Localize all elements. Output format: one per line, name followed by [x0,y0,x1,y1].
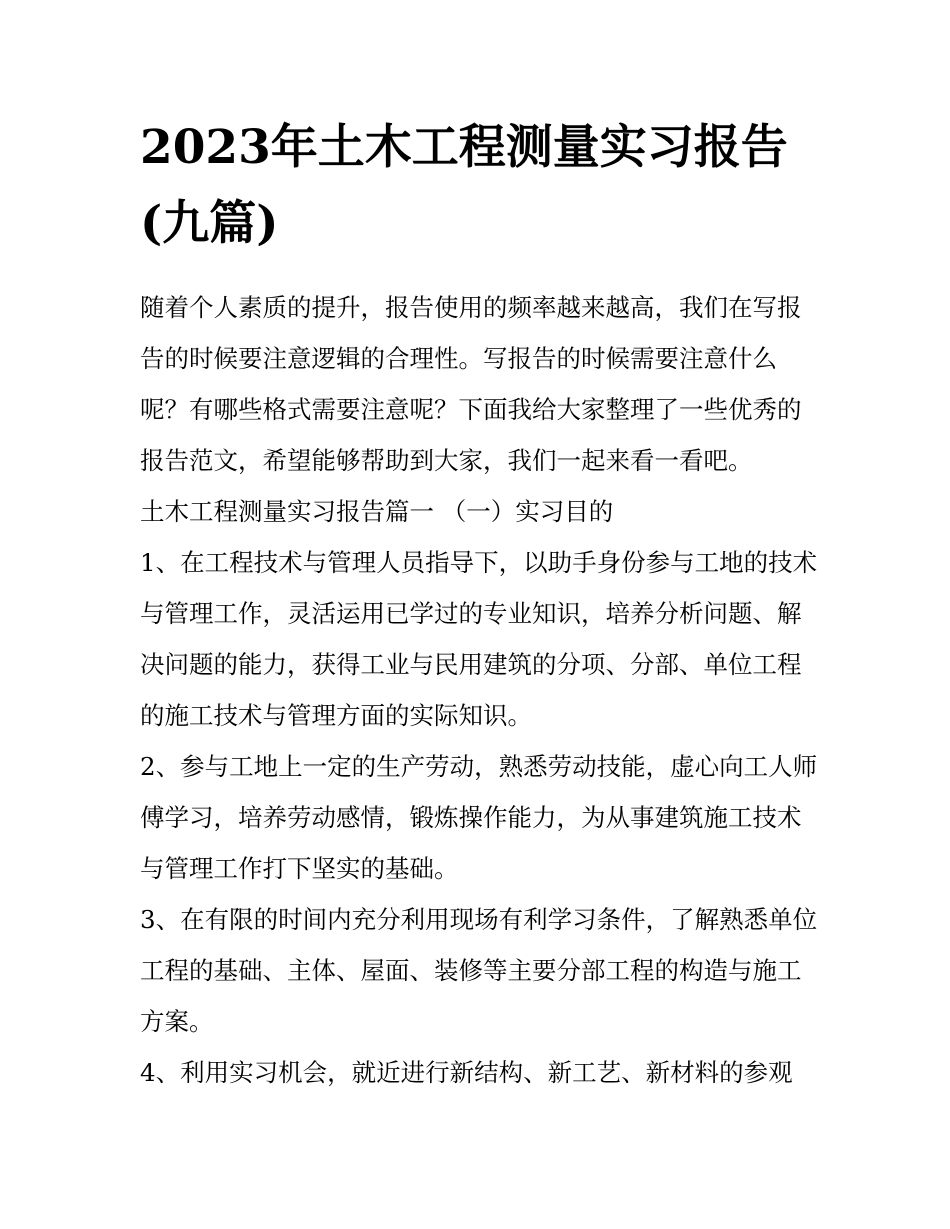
list-item-4: 4、利用实习机会，就近进行新结构、新工艺、新材料的参观 [140,1058,793,1087]
section-heading: 土木工程测量实习报告篇一 （一）实习目的 [140,497,614,526]
list-item-3: 3、在有限的时间内充分利用现场有利学习条件，了解熟悉单位工程的基础、主体、屋面、装修等主要分部工程的构造与施工方案。 [140,905,818,1036]
list-item-1: 1、在工程技术与管理人员指导下，以助手身份参与工地的技术与管理工作，灵活运用已学过的专业知识，培养分析问题、解决问题的能力，获得工业与民用建筑的分项、分部、单位工程的施工技术与管理方面的实际知识。 [140,548,818,730]
intro-paragraph: 随着个人素质的提升，报告使用的频率越来越高，我们在写报告的时候要注意逻辑的合理性。写报告的时候需要注意什么呢？有哪些格式需要注意呢？下面我给大家整理了一些优秀的报告范文，希望能够帮助到大家，我们一起来看一看吧。 [140,293,802,475]
list-item-2: 2、参与工地上一定的生产劳动，熟悉劳动技能，虚心向工人师傅学习，培养劳动感情，锻炼操作能力，为从事建筑施工技术与管理工作打下坚实的基础。 [140,752,818,883]
document-body [140,110,820,1098]
document-title: 2023年土木工程测量实习报告(九篇) [140,120,788,251]
